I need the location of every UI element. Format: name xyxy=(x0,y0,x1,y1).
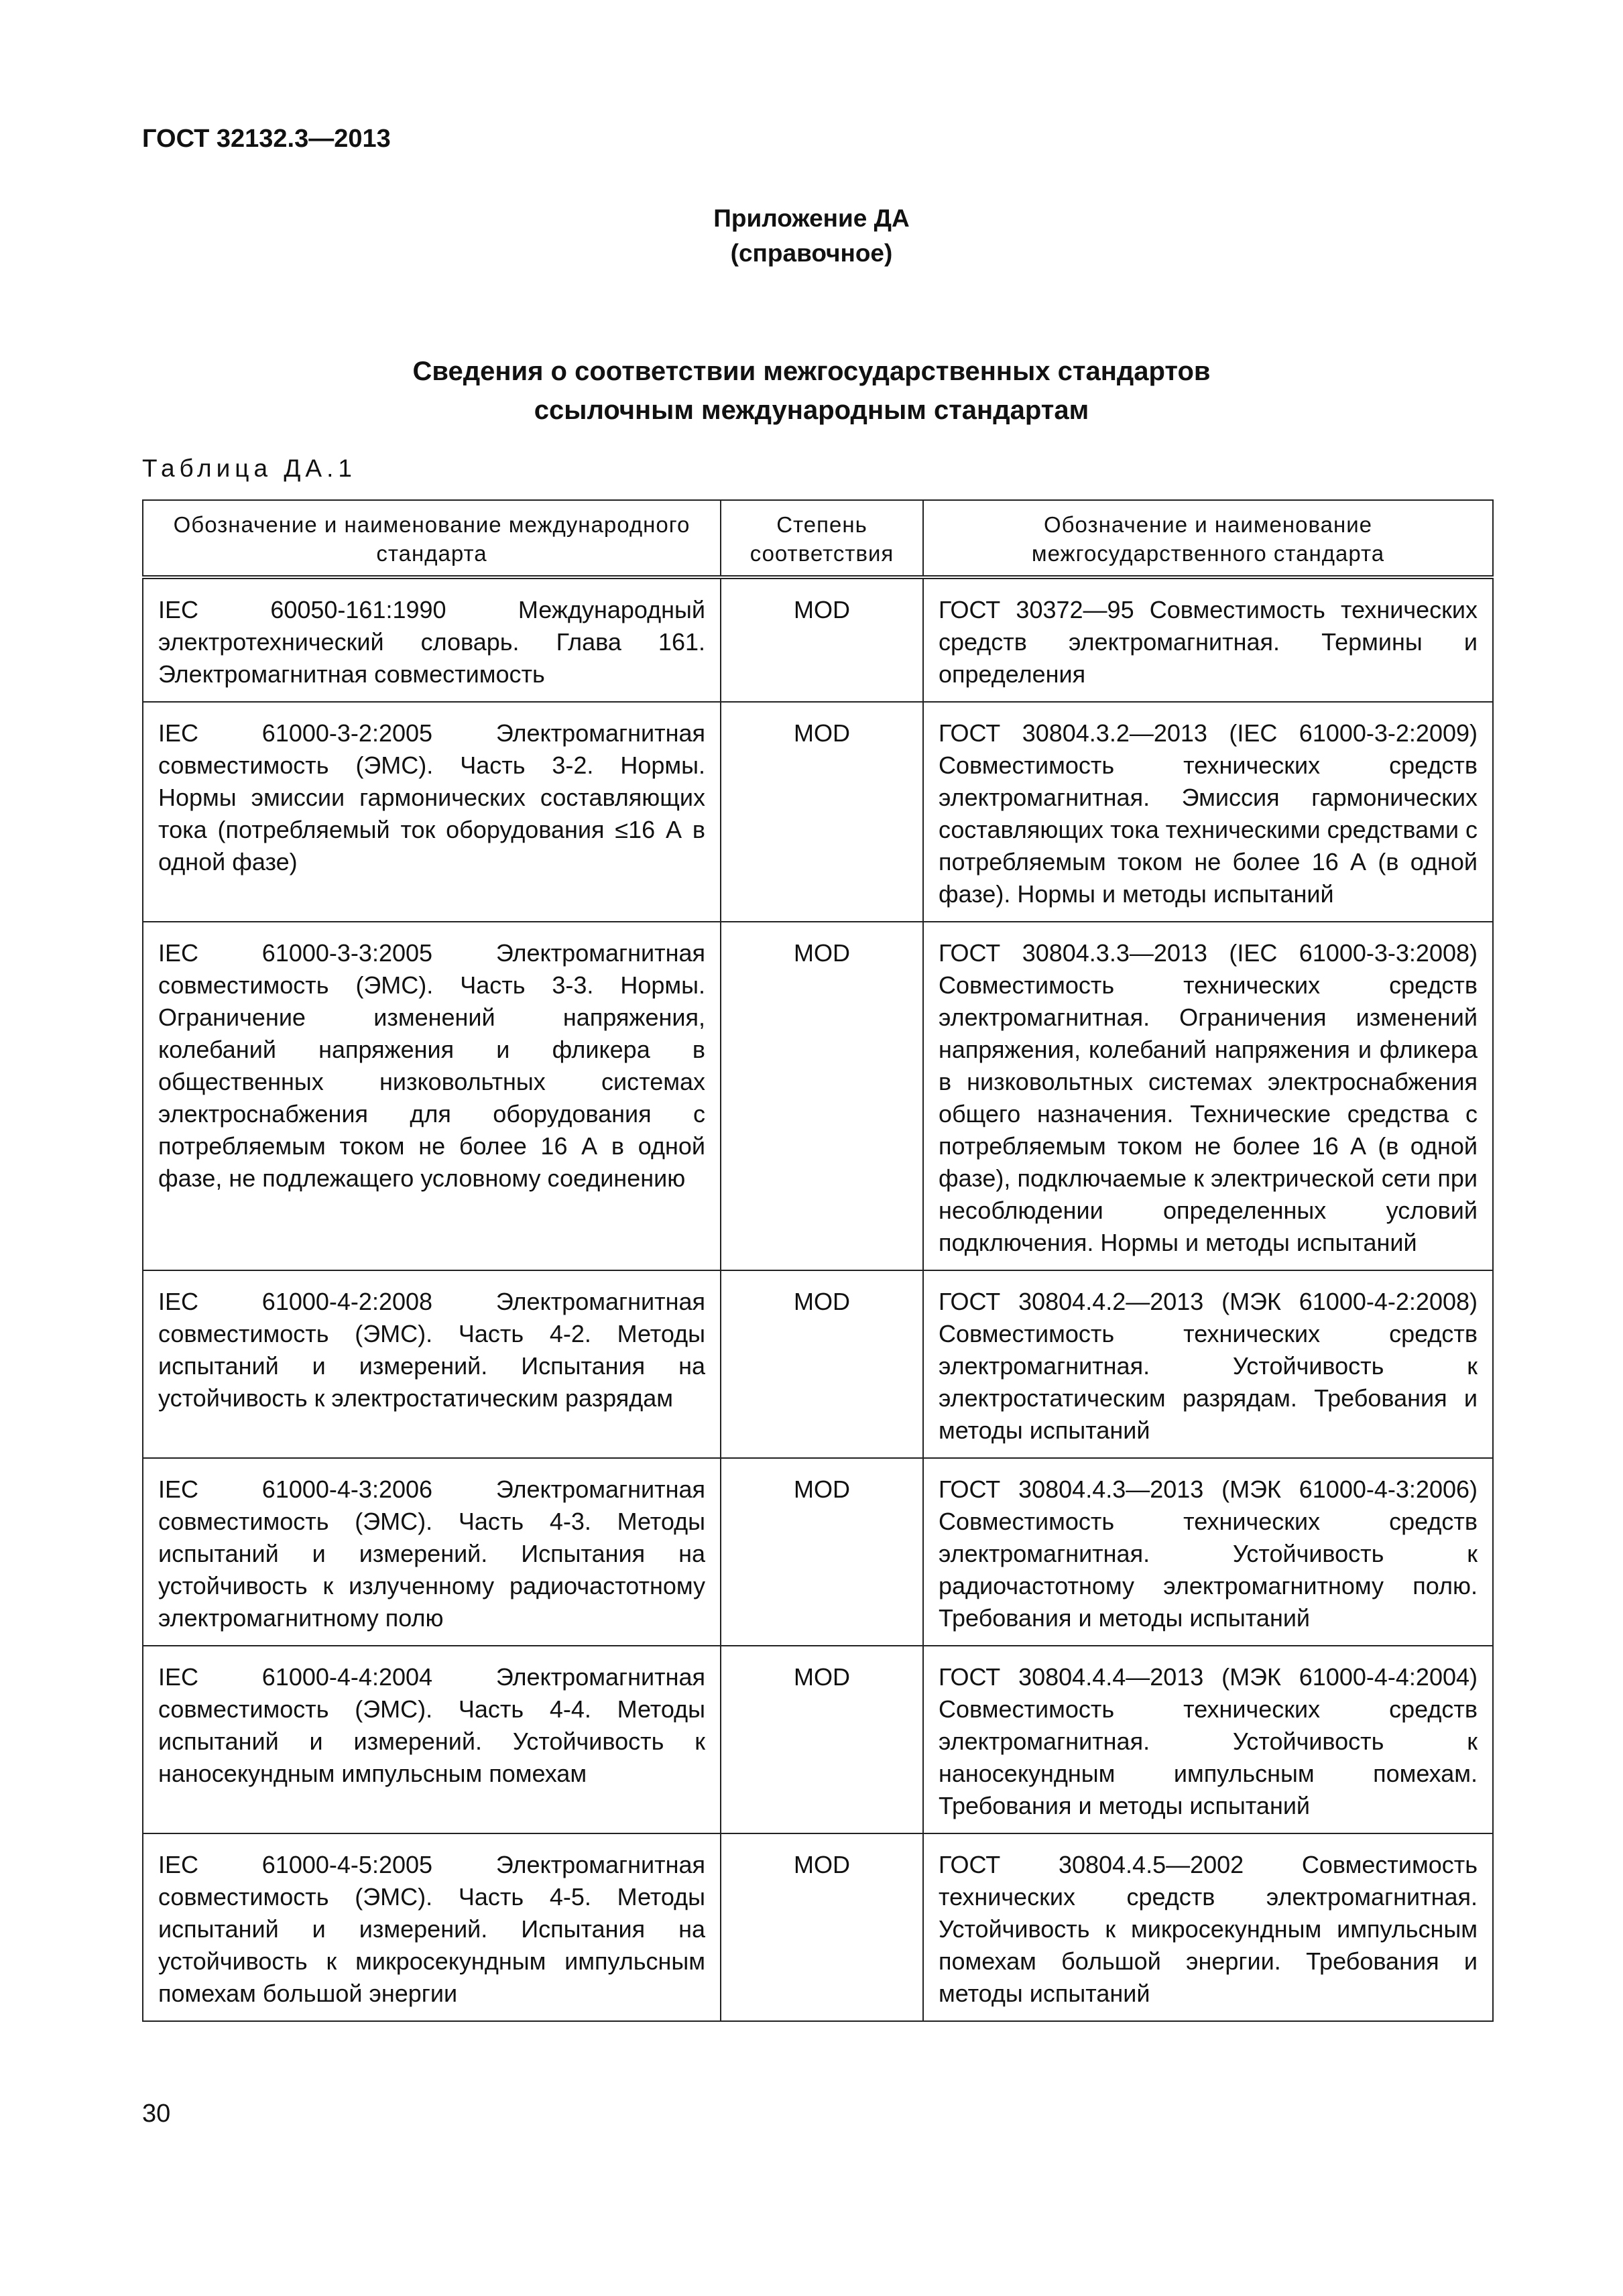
table-row xyxy=(143,922,1493,1270)
degree-cell: MOD xyxy=(721,1458,923,1646)
column-header-interstate: Обозначение и наименование межгосударственного стандарта xyxy=(923,500,1493,577)
international-standard-cell: IEC 61000-4-3:2006 Электромагнитная совместимость (ЭМС). Часть 4-3. Методы испытаний и измерений. Испытания на устойчивость к излученному радиочастотному электромагнитному полю xyxy=(143,1458,721,1646)
section-heading xyxy=(0,352,1623,430)
degree-cell: MOD xyxy=(721,922,923,1270)
degree-cell: MOD xyxy=(721,702,923,922)
international-standard-cell: IEC 61000-4-2:2008 Электромагнитная совместимость (ЭМС). Часть 4-2. Методы испытаний и измерений. Испытания на устойчивость к электростатическим разрядам xyxy=(143,1270,721,1458)
table-row xyxy=(143,1458,1493,1646)
international-standard-cell: IEC 60050-161:1990 Международный электротехнический словарь. Глава 161. Электромагнитная совместимость xyxy=(143,577,721,702)
interstate-standard-cell: ГОСТ 30372—95 Совместимость технических средств электромагнитная. Термины и определения xyxy=(923,577,1493,702)
table-row xyxy=(143,1833,1493,2021)
interstate-standard-cell: ГОСТ 30804.4.2—2013 (МЭК 61000-4-2:2008) Совместимость технических средств электромагнитная. Устойчивость к электростатическим разрядам. Требования и методы испытаний xyxy=(923,1270,1493,1458)
degree-cell: MOD xyxy=(721,1270,923,1458)
interstate-standard-cell: ГОСТ 30804.4.5—2002 Совместимость технических средств электромагнитная. Устойчивость к микросекундным импульсным помехам большой энергии. Требования и методы испытаний xyxy=(923,1833,1493,2021)
appendix-title: Приложение ДА xyxy=(713,204,910,232)
table-row xyxy=(143,702,1493,922)
page-number: 30 xyxy=(142,2100,171,2128)
table-header-row xyxy=(143,500,1493,577)
column-header-degree: Степень соответствия xyxy=(721,500,923,577)
international-standard-cell: IEC 61000-4-5:2005 Электромагнитная совместимость (ЭМС). Часть 4-5. Методы испытаний и измерений. Испытания на устойчивость к микросекундным импульсным помехам большой энергии xyxy=(143,1833,721,2021)
appendix-block xyxy=(0,201,1623,271)
section-heading-line-2: ссылочным международным стандартам xyxy=(534,396,1089,425)
table-row xyxy=(143,1646,1493,1833)
standards-correspondence-table xyxy=(142,499,1494,2022)
table-row xyxy=(143,1270,1493,1458)
international-standard-cell: IEC 61000-4-4:2004 Электромагнитная совместимость (ЭМС). Часть 4-4. Методы испытаний и измерений. Устойчивость к наносекундным импульсным помехам xyxy=(143,1646,721,1833)
international-standard-cell: IEC 61000-3-3:2005 Электромагнитная совместимость (ЭМС). Часть 3-3. Нормы. Ограничение изменений напряжения, колебаний напряжения и фликера в общественных низковольтных системах электроснабжения для оборудования с потребляемым током не более 16 А в одной фазе, не подлежащего условному соединению xyxy=(143,922,721,1270)
international-standard-cell: IEC 61000-3-2:2005 Электромагнитная совместимость (ЭМС). Часть 3-2. Нормы. Нормы эмиссии гармонических составляющих тока (потребляемый ток оборудования ≤16 А в одной фазе) xyxy=(143,702,721,922)
interstate-standard-cell: ГОСТ 30804.3.2—2013 (IEC 61000-3-2:2009) Совместимость технических средств электромагнитная. Эмиссия гармонических составляющих тока техническими средствами с потребляемым током не более 16 А (в одной фазе). Нормы и методы испытаний xyxy=(923,702,1493,922)
table-caption: Таблица ДА.1 xyxy=(142,455,357,482)
degree-cell: MOD xyxy=(721,1646,923,1833)
interstate-standard-cell: ГОСТ 30804.3.3—2013 (IEC 61000-3-3:2008) Совместимость технических средств электромагнитная. Ограничения изменений напряжения, колебаний напряжения и фликера в низковольтных системах электроснабжения общего назначения. Технические средства с потребляемым током не более 16 А (в одной фазе), подключаемые к электрической сети при несоблюдении определенных условий подключения. Нормы и методы испытаний xyxy=(923,922,1493,1270)
column-header-international: Обозначение и наименование международного стандарта xyxy=(143,500,721,577)
section-heading-line-1: Сведения о соответствии межгосударственных стандартов xyxy=(412,357,1211,386)
degree-cell: MOD xyxy=(721,577,923,702)
interstate-standard-cell: ГОСТ 30804.4.4—2013 (МЭК 61000-4-4:2004) Совместимость технических средств электромагнитная. Устойчивость к наносекундным импульсным помехам. Требования и методы испытаний xyxy=(923,1646,1493,1833)
appendix-status: (справочное) xyxy=(730,239,893,267)
interstate-standard-cell: ГОСТ 30804.4.3—2013 (МЭК 61000-4-3:2006) Совместимость технических средств электромагнитная. Устойчивость к радиочастотному электромагнитному полю. Требования и методы испытаний xyxy=(923,1458,1493,1646)
document-code: ГОСТ 32132.3—2013 xyxy=(142,125,391,153)
table-row xyxy=(143,577,1493,702)
degree-cell: MOD xyxy=(721,1833,923,2021)
